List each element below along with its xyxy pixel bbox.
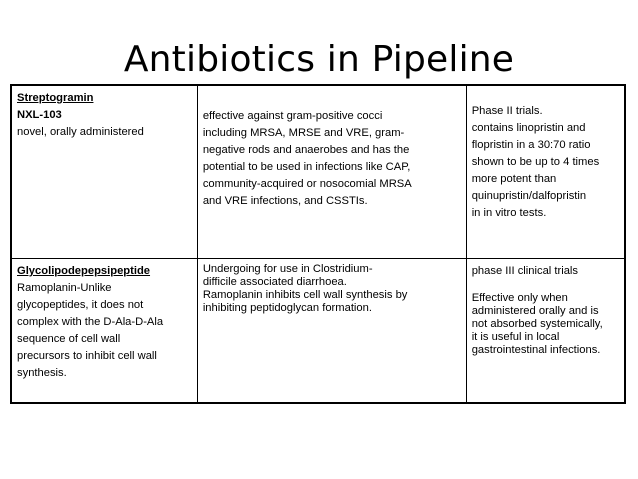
cell-text-line: in in vitro tests. bbox=[471, 207, 547, 219]
cell-text-line: glycopeptides, it does not bbox=[17, 299, 144, 311]
cell-text-line: and VRE infections, and CSSTIs. bbox=[202, 195, 368, 207]
cell-text-line: gastrointestinal infections. bbox=[471, 344, 601, 356]
table-row bbox=[11, 259, 625, 404]
cell-text-line: potential to be used in infections like CAP, bbox=[202, 161, 411, 173]
drug-class-label: Streptogramin bbox=[17, 92, 94, 104]
table-cell-drug bbox=[11, 85, 197, 259]
cell-text-line: negative rods and anaerobes and has the bbox=[202, 144, 410, 156]
cell-text-line: Ramoplanin-Unlike bbox=[17, 282, 112, 294]
cell-text-line: Undergoing for use in Clostridium- bbox=[202, 263, 373, 275]
table-row bbox=[11, 85, 625, 259]
cell-text-line: contains linopristin and bbox=[471, 122, 586, 134]
cell-text-line: precursors to inhibit cell wall bbox=[17, 350, 157, 362]
cell-text-line: administered orally and is bbox=[471, 305, 599, 317]
cell-text-line: including MRSA, MRSE and VRE, gram- bbox=[202, 127, 405, 139]
cell-text-line: shown to be up to 4 times bbox=[471, 156, 600, 168]
cell-text-line: Ramoplanin inhibits cell wall synthesis by bbox=[202, 289, 408, 301]
cell-text-line: complex with the D-Ala-D-Ala bbox=[17, 316, 164, 328]
cell-text-line: Effective only when bbox=[471, 292, 568, 304]
cell-text-line: effective against gram-positive cocci bbox=[202, 110, 383, 122]
drug-class-label: Glycolipodepepsipeptide bbox=[17, 265, 151, 277]
cell-text-line: inhibiting peptidoglycan formation. bbox=[202, 302, 372, 314]
trial-phase-label: phase III clinical trials bbox=[471, 265, 579, 277]
slide-title: Antibiotics in Pipeline bbox=[123, 39, 515, 80]
drug-description: novel, orally administered bbox=[17, 126, 144, 138]
cell-text-line: more potent than bbox=[471, 173, 557, 185]
table-cell-activity bbox=[197, 85, 466, 259]
table-cell-activity bbox=[197, 259, 466, 404]
cell-text-line: community-acquired or nosocomial MRSA bbox=[202, 178, 412, 190]
cell-text-line: Phase II trials. bbox=[471, 105, 543, 117]
cell-text-line: sequence of cell wall bbox=[17, 333, 121, 345]
table-cell-status bbox=[466, 259, 625, 404]
cell-text-line: it is useful in local bbox=[471, 331, 560, 343]
cell-text-line: not absorbed systemically, bbox=[471, 318, 603, 330]
table-cell-drug bbox=[11, 259, 197, 404]
cell-text-line: difficile associated diarrhoea. bbox=[202, 276, 347, 288]
drug-name-label: NXL-103 bbox=[17, 109, 62, 121]
cell-text-line: synthesis. bbox=[17, 367, 67, 379]
cell-text-line: flopristin in a 30:70 ratio bbox=[471, 139, 591, 151]
cell-text-line: quinupristin/dalfopristin bbox=[471, 190, 587, 202]
table-cell-status bbox=[466, 85, 625, 259]
pipeline-table bbox=[10, 84, 626, 404]
